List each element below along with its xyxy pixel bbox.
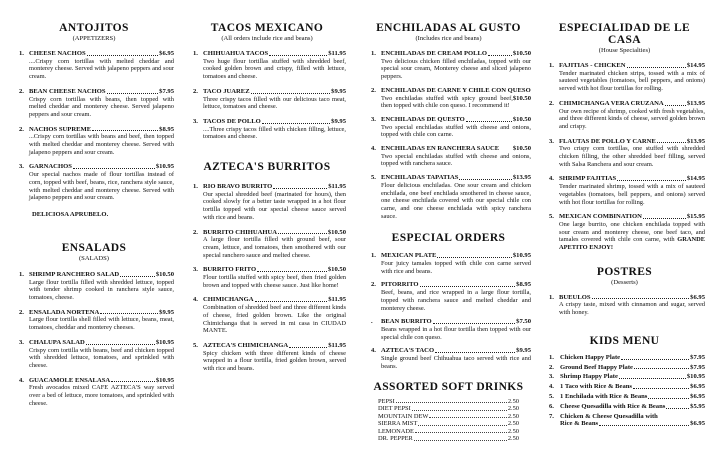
- section-title-drinks: ASSORTED SOFT DRINKS: [373, 380, 524, 393]
- section-subtitle-antojitos: (APPETIZERS): [72, 35, 116, 42]
- item-price: $15.95: [686, 213, 705, 221]
- menu-item: [366, 281, 531, 312]
- item-name: MEXICAN COMBINATION: [559, 213, 642, 221]
- item-name: ENSALADA NORTENA: [29, 308, 100, 316]
- item-name: BURRITO CHIHUAHUA: [203, 228, 278, 236]
- item-number: 2.: [193, 87, 198, 95]
- item-number: 3.: [371, 115, 376, 123]
- item-price: $10.95: [686, 373, 705, 381]
- section-subtitle-postres: (Desserts): [611, 278, 638, 286]
- section-title-kids: KIDS MENU: [589, 334, 660, 347]
- item-description: Combination of shredded beef and three different kinds of cheese, fried golden brown. Like the original Chimichanga that is served in mi casa in CIUDAD MANTE.: [203, 304, 346, 335]
- item-price: $11.95: [328, 50, 346, 57]
- item-description: Spicy chicken with three different kinds of cheese wrapped in a flour tortilla, fried golden brown, served with rice and beans.: [203, 349, 346, 373]
- column-2: [188, 0, 346, 373]
- menu-item: [14, 88, 174, 119]
- item-number: 4.: [549, 383, 554, 391]
- drink-name: PEPSI: [378, 397, 395, 405]
- item-number: .: [371, 318, 373, 326]
- item-name: SHRIMP RANCHERO SALAD: [29, 270, 120, 278]
- item-number: 4.: [371, 347, 376, 355]
- item-price: $9.95: [159, 308, 174, 316]
- item-name: AZTECA'S CHIMICHANGA: [203, 341, 289, 349]
- item-price: $13.95: [686, 137, 705, 145]
- item-name: ENCHILADAS EN RANCHERA SAUCE: [381, 145, 500, 153]
- kids-list: [544, 354, 705, 428]
- kids-item: [544, 403, 705, 411]
- item-price: $10.50: [512, 145, 531, 153]
- item-price: $11.95: [328, 341, 346, 349]
- menu-item: [544, 138, 705, 169]
- item-number: 2.: [549, 99, 554, 107]
- column-1: [14, 0, 174, 408]
- item-name: Shrimp Happy Plate: [560, 373, 618, 381]
- item-price: $13.95: [512, 174, 531, 182]
- section-title-ensalads: ENSALADS: [61, 241, 127, 254]
- menu-item: [544, 62, 705, 93]
- menu-item: [366, 347, 531, 370]
- menu-item: [366, 87, 531, 110]
- item-name: 1 Taco with Rice & Beans: [560, 383, 632, 391]
- item-number: 6.: [549, 402, 554, 410]
- item-description: Crispy corn tortilla with beans, beef and chicken topped with shredded lettuce, tomatoes, and sprinkled with cheese.: [29, 346, 174, 369]
- section-subtitle-casa: (House Specialties): [598, 47, 651, 54]
- item-name: NACHOS SUPREME: [29, 125, 92, 133]
- item-price: $6.95: [159, 50, 174, 57]
- section-title-casa: ESPECIALIDAD DE LE CASA: [558, 22, 691, 46]
- item-number: 2.: [371, 86, 376, 94]
- drink-price: 2.50: [507, 405, 519, 413]
- item-name: MEXICAN PLATE: [381, 252, 437, 260]
- menu-item: [188, 118, 346, 141]
- item-number: 3.: [549, 373, 554, 381]
- item-number: 1.: [371, 252, 376, 260]
- item-price: $7.95: [690, 353, 705, 361]
- menu-item: [188, 183, 346, 222]
- menu-item: [366, 145, 531, 168]
- menu-item: [366, 318, 531, 341]
- item-price: $13.95: [686, 99, 705, 107]
- item-price: $10.95: [155, 376, 174, 384]
- item-number: 3.: [193, 266, 198, 274]
- item-description: ....Three crispy tacos filled with chicken filling, lettuce, tomatoes and cheese.: [203, 125, 346, 141]
- item-description: Large flour tortilla shell filled with lettuce, beans, meat, tomatoes, cheddar and monterey cheeses.: [29, 316, 174, 332]
- item-name: ENCHILADAS TAPATIAS: [381, 174, 459, 182]
- item-number: 4.: [371, 145, 376, 153]
- item-description: ...Crispy corn tortillas with beans and beef, then topped with melted cheddar and monterey cheese. Served with jalapeno peppers and sour cream.: [29, 133, 174, 156]
- item-description: Our special nachos made of flour tortillas instead of corn, topped with beef, beans, rice, ranchera style sauce, with melted cheddar and monterey cheese. Served with jalapeno peppers and sour cream.: [29, 171, 174, 202]
- drink-name: SIERRA MIST: [378, 420, 418, 428]
- item-price: $9.95: [516, 347, 531, 355]
- drink-price: 2.50: [507, 427, 519, 435]
- item-price: $7.50: [516, 318, 531, 326]
- menu-item: [14, 377, 174, 408]
- item-name: Cheese Quesadilla with Rice & Beans: [560, 402, 666, 410]
- item-price: $6.95: [690, 420, 705, 428]
- item-description: [559, 221, 705, 252]
- menu-item: [14, 271, 174, 302]
- item-name: BEAN CHEESE NACHOS: [29, 87, 106, 95]
- item-name: TACOS DE POLLO: [203, 117, 261, 125]
- item-number: 5.: [549, 213, 554, 221]
- item-name: PITORRITO: [381, 281, 419, 289]
- item-name: CHALUPA SALAD: [29, 338, 85, 346]
- menu-item: [188, 229, 346, 260]
- item-name: ENCHILADAS DE CARNE Y CHILE CON QUESO: [381, 86, 531, 94]
- item-description: Two enchiladas stuffed with spicy ground beef, then topped with chile con queso. I recommend it!: [381, 94, 513, 110]
- item-price: $10.50: [512, 115, 531, 123]
- item-price: $10.50: [512, 94, 531, 102]
- menu-item: [14, 126, 174, 157]
- item-name: CHIHUAHUA TACOS: [203, 50, 269, 57]
- kids-item: [544, 364, 705, 372]
- item-description: Beef, beans, and rice wrapped in a large flour tortilla, topped with ranchera sauce and melted cheddar and monterey cheese.: [381, 289, 531, 312]
- item-description: Tender marinated chicken strips, tossed with a mix of sauteed vegetables (tomatoes, bell peppers, and onions) served with hot flour tortillas for rolling.: [559, 69, 705, 93]
- section-title-postres: POSTRES: [596, 265, 653, 278]
- item-number: 5.: [371, 174, 376, 182]
- menu-item: [188, 50, 346, 81]
- item-price: $6.95: [690, 383, 705, 391]
- item-description: Our special shredded beef (marinated for hours), then cooked slowly for a better taste wrapped in a hot flour tortilla topped with our special cheese sauce served with rice and beans.: [203, 190, 346, 221]
- item-name: GARNACHOS: [29, 163, 72, 171]
- item-name: BEAN BURRITO: [381, 318, 432, 326]
- column-4: [544, 0, 705, 428]
- drink-row: [378, 435, 519, 443]
- item-number: 2.: [19, 125, 24, 133]
- kids-item: [544, 354, 705, 362]
- item-price: $8.95: [159, 125, 174, 133]
- item-price: $7.95: [159, 87, 174, 95]
- menu-item: [366, 252, 531, 275]
- item-description: A crispy taste, mixed with cinnamon and sugar, served with honey.: [559, 301, 705, 317]
- item-description-text: One large burrito, one chicken enchilada topped with sour cream and monterey cheese, one beef taco, and tamales covered with chile con carne, with: [559, 220, 705, 244]
- item-price: $6.95: [690, 393, 705, 401]
- item-price: $10.95: [512, 252, 531, 260]
- item-number: 3.: [549, 137, 554, 145]
- item-number: 2.: [193, 228, 198, 236]
- menu-item: [544, 294, 705, 317]
- item-number: 4.: [193, 296, 198, 304]
- drinks-list: [366, 398, 531, 444]
- item-description: Four juicy tamales topped with chile con carne served with rice and beans.: [381, 260, 531, 275]
- item-number: 1.: [549, 293, 554, 301]
- section-title-enchiladas: ENCHILADAS AL GUSTO: [376, 22, 521, 34]
- item-description: Flour tortilla stuffed with spicy beef, then fried golden brown and topped with cheese sauce. Just like home!: [203, 274, 346, 289]
- item-number: 5.: [549, 393, 554, 401]
- item-price: $6.95: [690, 293, 705, 301]
- item-name: CHIMICHANGA VERA CRUZANA: [559, 99, 664, 107]
- menu-item: [14, 163, 174, 202]
- menu-item: [14, 50, 174, 81]
- item-price: $9.95: [331, 117, 346, 125]
- item-name: FLAUTAS DE POLLO Y CARNE: [559, 137, 656, 145]
- menu-item: [366, 174, 531, 220]
- kids-item: [544, 383, 705, 391]
- item-price: $10.95: [155, 338, 174, 346]
- menu-item: [188, 266, 346, 289]
- item-description-emphasis: GRANDE APETITO ENJOY!: [559, 236, 705, 252]
- item-description: Beans wrapped in a hot flour tortilla then topped with our special chile con queso.: [381, 325, 531, 341]
- item-price: $10.50: [327, 228, 346, 236]
- item-price: $5.95: [690, 402, 705, 410]
- item-number: 1.: [549, 62, 554, 69]
- section-title-tacos: TACOS MEXICANO: [210, 22, 324, 34]
- item-description: Tender marinated shrimp, tossed with a mix of sauteed vegetables (tomatoes, bell peppers, and onions) served with hot flour tortillas for rolling.: [559, 183, 705, 206]
- item-number: 1.: [19, 50, 24, 57]
- section-title-especial: ESPECIAL ORDERS: [391, 232, 506, 245]
- item-name: CHEESE NACHOS: [29, 50, 86, 57]
- item-description: Two special enchiladas stuffed with cheese and onions, topped with chile con carne.: [381, 123, 531, 139]
- item-description: Single ground beef Chihuahua taco served with rice and beans.: [381, 355, 531, 370]
- menu-item: [544, 175, 705, 206]
- item-name: 1 Enchilada with Rice & Beans: [560, 393, 648, 401]
- item-number: 3.: [19, 338, 24, 346]
- item-price: $10.50: [512, 50, 531, 57]
- drink-row: [378, 428, 519, 436]
- item-number: 2.: [371, 281, 376, 289]
- item-description: A large flour tortilla filled with ground beef, sour cream, lettuce, and tomatoes, then smothered with our special ranchero sauce and melted cheese.: [203, 236, 346, 259]
- item-description: Two crispy corn tortillas, one stuffed with shredded chicken filling, the other shredded beef filling, served with Salsa Ranchera and sour cream.: [559, 145, 705, 168]
- item-number: 7.: [549, 412, 554, 420]
- item-price: $14.95: [686, 175, 705, 183]
- drink-price: 2.50: [507, 435, 519, 443]
- item-name: BURRITO FRITO: [203, 266, 257, 274]
- item-price: $11.95: [328, 296, 346, 304]
- drink-name: MOUNTAIN DEW: [378, 412, 429, 420]
- drink-name: DR. PEPPER: [378, 435, 413, 443]
- menu-item: [188, 88, 346, 111]
- item-price: $10.95: [155, 163, 174, 171]
- item-name: Chicken & Cheese Quesadilla with: [560, 412, 658, 420]
- item-name-line2: Rice & Beans: [560, 420, 599, 428]
- item-description: Two special enchiladas stuffed with cheese and onions, topped with ranchera sauce.: [381, 152, 531, 168]
- item-name: SHRIMP FAJITIAS: [559, 175, 617, 183]
- item-description: Flour delicious enchiladas. One sour cream and chicken enchilada, one beef enchilada smothered in cheese sauce, one cheese enchilada covered with our special chile con carne, and one cheese enchilada with spicy ranchera sauce.: [381, 181, 531, 220]
- item-description: Two delicious chicken filled enchiladas, topped with our special sour cream, Monterey cheese and sliced jalapeno peppers.: [381, 57, 531, 81]
- item-name: RIO BRAVO BURRITO: [203, 183, 273, 191]
- menu-item: [188, 296, 346, 335]
- item-description: Large flour tortilla filled with shredded lettuce, topped with tender shrimp cooked in ranchera style sauce, tomatoes, cheese.: [29, 278, 174, 302]
- section-subtitle-ensalads: (SALADS): [78, 254, 110, 262]
- drink-price: 2.50: [507, 420, 519, 428]
- item-price: $14.95: [686, 62, 705, 69]
- item-name: FAJITIAS - CHICKEN: [559, 62, 626, 69]
- column-3: [366, 0, 531, 443]
- drink-row: [378, 413, 519, 421]
- drink-row: [378, 405, 519, 413]
- item-number: 1.: [371, 50, 376, 57]
- item-number: 5.: [193, 341, 198, 349]
- item-name: Ground Beef Happy Plate: [560, 363, 633, 371]
- item-description: Crispy corn tortillas with beans, then topped with melted cheddar and monterey cheese. Served jalapeno peppers and sour cream.: [29, 95, 174, 118]
- menu-item: [544, 213, 705, 252]
- item-number: 1.: [19, 270, 24, 278]
- item-price: $8.95: [516, 281, 531, 289]
- item-number: 1.: [193, 50, 198, 57]
- drink-row: [378, 420, 519, 428]
- item-number: 2.: [549, 363, 554, 371]
- menu-item: [14, 309, 174, 332]
- menu-item: [14, 339, 174, 370]
- item-name: ENCHILADAS DE CREAM POLLO: [381, 50, 488, 57]
- section-title-antojitos: ANTOJITOS: [59, 22, 129, 34]
- menu-item: [366, 50, 531, 81]
- menu-item: [544, 100, 705, 131]
- section-subtitle-enchiladas: (Includes rice and beans): [415, 35, 482, 42]
- menu-item: [366, 116, 531, 139]
- item-number: 1.: [549, 353, 554, 361]
- antojitos-note: DELICIOSA APRUBELO.: [32, 210, 109, 218]
- section-subtitle-tacos: (All orders include rice and beans): [221, 35, 313, 42]
- kids-item: [544, 413, 705, 429]
- item-description: Fresh avocados mixed CAFE AZTECA'S way served over a bed of lettuce, more tomatoes, and sprinkled with cheese.: [29, 384, 174, 407]
- item-number: 4.: [549, 175, 554, 183]
- item-price: $7.95: [690, 363, 705, 371]
- item-price: $10.50: [327, 266, 346, 274]
- item-number: 3.: [193, 117, 198, 125]
- item-description: ....Crispy corn tortillas with melted cheddar and monterey cheese. Served with jalapeno peppers and sour cream.: [29, 57, 174, 81]
- item-number: 1.: [193, 183, 198, 191]
- item-name: GUACAMOLE ENSALASA: [29, 376, 111, 384]
- item-name: TACO JUAREZ: [203, 87, 250, 95]
- item-number: 2.: [19, 308, 24, 316]
- item-description: Three crispy tacos filled with our delicious taco meat, lettuce, tomatoes and cheese.: [203, 95, 346, 111]
- item-price: $10.50: [155, 270, 174, 278]
- item-name: CHIMICHANGA: [203, 296, 254, 304]
- drink-row: [378, 398, 519, 406]
- item-name: ENCHILADAS DE QUESTO: [381, 115, 465, 123]
- section-title-burritos: AZTECA'S BURRITOS: [203, 161, 331, 174]
- drink-price: 2.50: [507, 397, 519, 405]
- drink-name: DIET PEPSI: [378, 405, 411, 413]
- item-name: BUEULOS: [559, 293, 591, 301]
- drink-name: LEMONADE: [378, 427, 414, 435]
- item-price: $9.95: [331, 87, 346, 95]
- menu-item: [188, 342, 346, 373]
- item-price: $11.95: [328, 183, 346, 191]
- item-name: AZTECA'S TACO: [381, 347, 435, 355]
- item-number: 4.: [19, 376, 24, 384]
- kids-item: [544, 393, 705, 401]
- item-number: 3.: [19, 163, 24, 171]
- drink-price: 2.50: [507, 412, 519, 420]
- item-description: Two huge flour tortillas stuffed with shredded beef, cooked golden brown and crispy, filled with lettuce, tomatoes and cheese.: [203, 57, 346, 81]
- item-description: Our own recipe of shrimp, cooked with fresh vegetables, and three different kinds of cheese, served golden brown and crispy.: [559, 107, 705, 130]
- item-number: 2.: [19, 87, 24, 95]
- kids-item: [544, 373, 705, 381]
- item-name: Chicken Happy Plate: [560, 353, 621, 361]
